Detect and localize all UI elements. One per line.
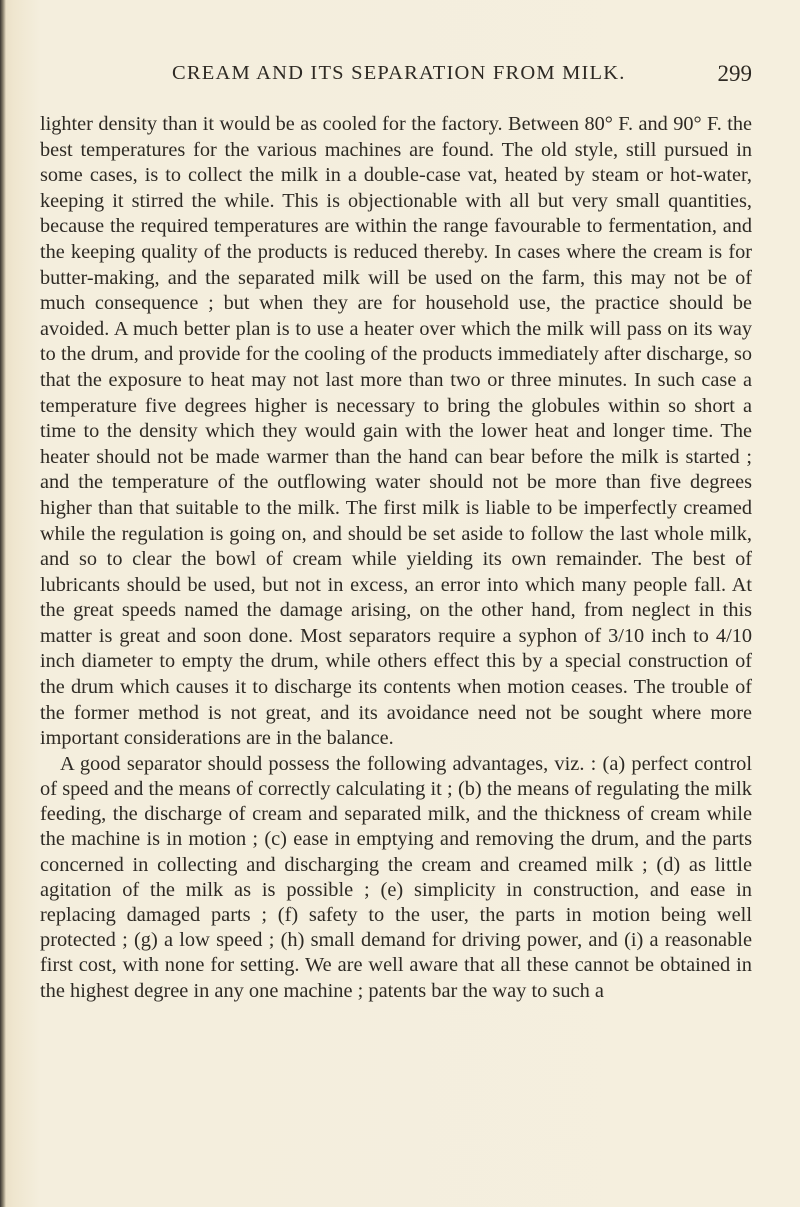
page-header (172, 62, 752, 92)
paragraph-continued: lighter density than it would be as cooled for the factory. Between 80° F. and 90° F. the best temperatures for the various machines are found. The old style, still pursued in some cases, is to collect the milk in a double-case vat, heated by steam or hot-water, keeping it stirred the while. This is objectionable with all but very small quantities, because the required temperatures are within the range favourable to fermentation, and the keeping quality of the products is reduced thereby. In cases where the cream is for butter-making, and the separated milk will be used on the farm, this may not be of much consequence ; but when they are for household use, the practice should be avoided. A much better plan is to use a heater over which the milk will pass on its way to the drum, and provide for the cooling of the products immediately after discharge, so that the exposure to heat may not last more than two or three minutes. In such case a temperature five degrees higher is necessary to bring the globules within so short a time to the density which they would gain with the lower heat and longer time. The heater should not be made warmer than the hand can bear before the milk is started ; and the temperature of the outflowing water should not be more than five degrees higher than that suitable to the milk. The first milk is liable to be imperfectly creamed while the regulation is going on, and should be set aside to follow the last whole milk, and so to clear the bowl of cream while yielding its own remainder. The best of lubricants should be used, but not in excess, an error into which many people fall. At the great speeds named the damage arising, on the other hand, from neglect in this matter is great and soon done. Most separators require a syphon of 3/10 inch to 4/10 inch diameter to empty the drum, while others effect this by a special construction of the drum which causes it to discharge its contents when motion ceases. The trouble of the former method is not great, and its avoidance need not be sought where more important considerations are in the balance. (40, 113, 752, 750)
running-head: CREAM AND ITS SEPARATION FROM MILK. (172, 62, 626, 84)
paragraph-separator-advantages: A good separator should possess the following advantages, viz. : (a) perfect control of speed and the means of correctly calculating it ; (b) the means of regulating the milk feeding, the discharge of cream and separated milk, and the thickness of cream while the machine is in motion ; (c) ease in emptying and removing the drum, and the parts concerned in collecting and discharging the cream and creamed milk ; (d) as little agitation of the milk as is possible ; (e) simplicity in construction, and ease in replacing damaged parts ; (f) safety to the user, the parts in motion being well protected ; (g) a low speed ; (h) small demand for driving power, and (i) a reasonable first cost, with none for setting. We are well aware that all these cannot be obtained in the highest degree in any one machine ; patents bar the way to such a (40, 752, 752, 1002)
spine-shadow (0, 0, 6, 1207)
page-number: 299 (717, 61, 752, 86)
body-text (40, 112, 752, 1004)
